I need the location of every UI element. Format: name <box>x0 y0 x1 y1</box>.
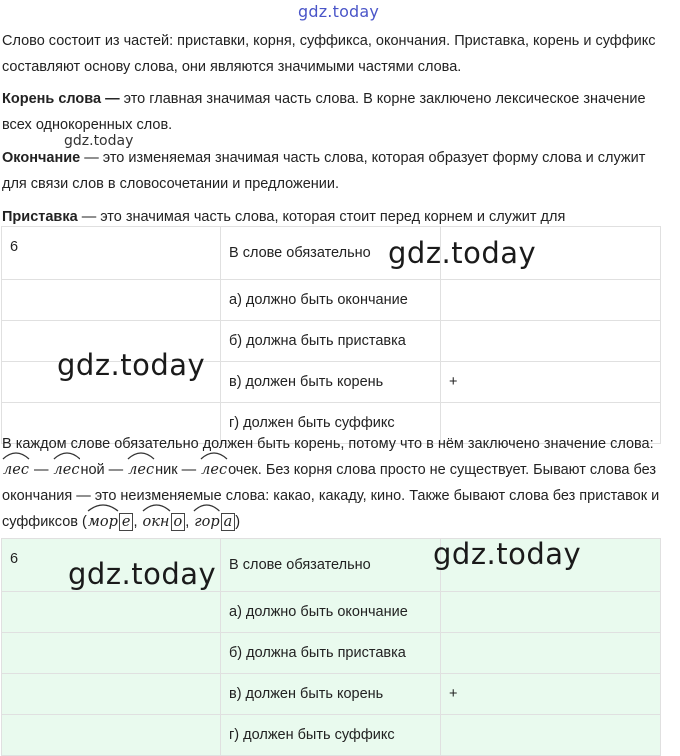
watermark-table2-left: gdz.today <box>68 557 217 591</box>
table-row <box>2 715 661 756</box>
root-arc-icon <box>193 502 220 512</box>
option-a: а) должно быть окончание <box>221 280 441 321</box>
example-root: окн <box>142 509 171 535</box>
answer-cell <box>441 633 661 674</box>
answer-cell <box>441 321 661 362</box>
root-definition <box>2 86 674 138</box>
option-v: в) должен быть корень <box>221 362 441 403</box>
table-row <box>2 280 661 321</box>
task-number: 6 <box>2 227 221 280</box>
task-header: В слове обязательно <box>221 227 441 280</box>
ending-box: о <box>171 513 186 531</box>
answer-cell <box>441 592 661 633</box>
answer-cell <box>441 280 661 321</box>
option-g: г) должен быть суффикс <box>221 715 441 756</box>
explanation-paragraph: В каждом слове обязательно должен быть корень, потому что в нём заключено значение слова: лес — лесной — лесник — лесочек. Без корня слова просто не существует. Бывают слова без окончания — это неизменяемые слова: какао, какаду, кино. Также бывают слова без приставок и суффиксов ( мор е , окн о , гор а ) <box>2 431 674 535</box>
empty-cell <box>2 633 221 674</box>
ending-term: Окончание <box>2 150 81 166</box>
intro-paragraph: Слово состоит из частей: приставки, корня, суффикса, окончания. Приставка, корень и суффикс составляют основу слова, они являются значимыми частями слова. <box>2 33 656 75</box>
empty-cell <box>2 592 221 633</box>
empty-cell <box>2 280 221 321</box>
option-g: г) должен быть суффикс <box>221 403 441 444</box>
root-def-text: это главная значимая часть слова. В корне заключено лексическое значение всех однокоренных слов. <box>2 91 646 133</box>
root-term: Корень слова — <box>2 91 120 107</box>
root-arc-icon <box>87 502 119 512</box>
option-v: в) должен быть корень <box>221 674 441 715</box>
example-root: мор <box>87 509 119 535</box>
root-lesson: лес <box>127 457 155 483</box>
ending-definition <box>2 145 674 197</box>
answer-cell <box>441 715 661 756</box>
root-arc-icon <box>142 502 171 512</box>
table-row <box>2 633 661 674</box>
answer-cell: + <box>441 362 661 403</box>
option-b: б) должна быть приставка <box>221 633 441 674</box>
task-table <box>1 226 661 444</box>
root-arc-icon <box>53 450 81 460</box>
table-row <box>2 227 661 280</box>
prefix-def-text: — это значимая часть слова, которая стоит перед корнем и служит для <box>77 209 566 225</box>
option-a: а) должно быть окончание <box>221 592 441 633</box>
watermark-table1-right: gdz.today <box>388 236 537 270</box>
option-b: б) должна быть приставка <box>221 321 441 362</box>
ending-box: е <box>119 513 134 531</box>
watermark-table1-left: gdz.today <box>57 348 206 382</box>
root-lesson: лес <box>53 457 81 483</box>
example-root: гор <box>193 509 220 535</box>
root-arc-icon <box>2 450 30 460</box>
answer-cell: + <box>441 674 661 715</box>
prefix-term: Приставка <box>2 209 78 225</box>
root-lesson: лес <box>2 457 30 483</box>
ending-box: а <box>221 513 236 531</box>
table-row <box>2 592 661 633</box>
root-arc-icon <box>200 450 228 460</box>
watermark-table2-right: gdz.today <box>433 537 582 571</box>
task-header: В слове обязательно <box>221 539 441 592</box>
empty-cell <box>2 715 221 756</box>
ending-def-text: — это изменяемая значимая часть слова, которая образует форму слова и служит для связи слов в словосочетании и предложении. <box>2 150 646 192</box>
root-lesson: лес <box>200 457 228 483</box>
task-number: 6 <box>2 539 221 592</box>
empty-cell <box>2 674 221 715</box>
root-arc-icon <box>127 450 155 460</box>
watermark-top: gdz.today <box>298 2 380 21</box>
table-row <box>2 674 661 715</box>
watermark-small: gdz.today <box>64 133 134 149</box>
